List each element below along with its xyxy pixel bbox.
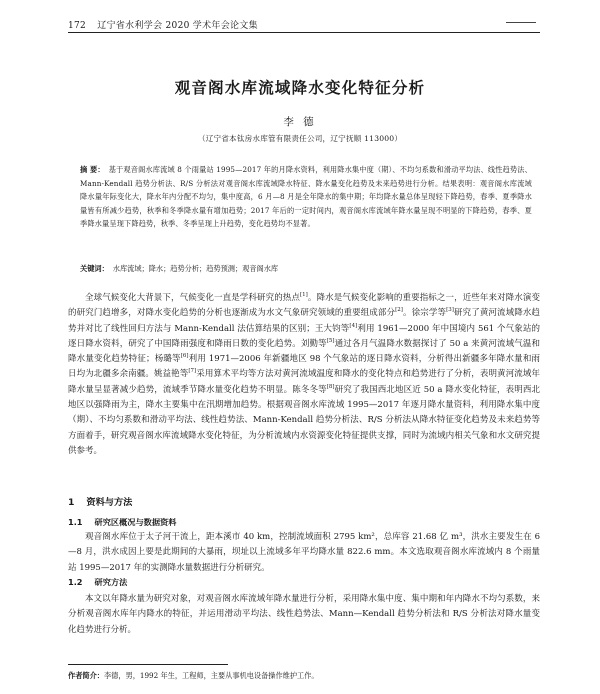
study-area-paragraph: 观音阁水库位于太子河干流上，距本溪市 40 km，控制流域面积 2795 km²，总库容 21.68 亿 m³，洪水主要发生在 6—8 月，洪水成因上要是此期间的大暴雨，坝址以上流域多年平均降水量 822.6 mm。本文选取观音阁水库流域内 8 个雨量站 1995—2017 年的实测降水量数据进行分析研究。 (68, 532, 540, 573)
section-title: 资料与方法 (86, 497, 133, 508)
intro-text: 利用 1961—2000 年中国境内 561 个气象站的逐日降水资料，研究了中国降雨强度和降雨日数的变化趋势。刘勤等 (68, 323, 540, 349)
citation: [2] (395, 307, 403, 314)
footnote-text: 李德，男，1992 年生，工程师，主要从事机电设备操作维护工作。 (103, 671, 319, 680)
citation: [6] (180, 353, 189, 360)
citation: [1] (300, 292, 308, 299)
footnote-rule (68, 664, 228, 665)
author-affiliation: （辽宁省本钛房水库管有限责任公司，辽宁抚顺 113000） (197, 134, 403, 143)
citation: [7] (188, 368, 197, 375)
page-number: 172 (68, 21, 87, 31)
keywords-label: 关键词： (80, 264, 109, 273)
citation: [5] (326, 338, 335, 345)
intro-text: 。降水是气候变化影响的重要指标之一，近些年来对降水演变的研究门趋增多，对降水变化趋势的分析也逐渐成为水文气象研究领域的重要组成部分 (68, 293, 540, 319)
section-heading (68, 494, 132, 508)
footnote-label: 作者简介： (68, 671, 104, 680)
citation: [8] (326, 383, 335, 390)
header-rule (68, 32, 540, 33)
subsection-number: 1.2 (68, 577, 83, 587)
author-footnote (68, 671, 540, 681)
section-number: 1 (68, 497, 75, 508)
subsection-number: 1.1 (68, 517, 83, 527)
intro-text: 全球气候变化大背景下，气候变化一直是学科研究的热点 (85, 293, 300, 303)
subsection-heading (68, 577, 127, 588)
intro-text: 。徐宗学等 (402, 308, 447, 319)
subsection-heading (68, 517, 176, 528)
abstract-label: 摘 要： (80, 165, 105, 174)
running-header (68, 18, 540, 31)
abstract (80, 163, 532, 231)
introduction-paragraph (68, 291, 540, 459)
journal-name: 辽宁省水利学会 2020 学术年会论文集 (97, 21, 258, 31)
citation: [4] (349, 322, 358, 329)
methods-paragraph: 本文以年降水量为研究对象，对观音阁水库流域年降水量进行分析，采用降水集中度、集中期和年内降水不均匀系数，来分析观音阁水库年内降水的特征，并运用滑动平均法、线性趋势法、Mann—Kendall 趋势分析法和 R/S 分析法对降水量变 化趋势进行分析。 (68, 594, 540, 635)
intro-text: 采用算术平均等方法对黄河流域温度和降水的变化特点和趋势进行了分析，表明黄河流域年降水量呈显著减少趋势，流域季节降水量变化趋势不明显。陈冬冬等 (68, 369, 540, 395)
author-name: 李 德 (283, 116, 317, 128)
header-dash (506, 22, 536, 23)
citation: [3] (446, 307, 454, 314)
intro-text: 研究了我国西北地区近 50 a 降水变化特征，表明西北地区以强降雨为主，降水主要集中在汛期增加趋势。根据观音阁水库流域 1995—2017 年逐月降水量资料，利用降水集中度（期）、不均匀系数和滑动平均法、线性趋势法、Mann-Kendall 趋势分析法、R/S 分析法从降水特征变化趋势及未来趋势等方面着手，研究观音阁水库流域降水变化特征，为分析流域内水资源变化特征提供支撑，同时为流域内相关气象和水文研究提供参考。 (68, 384, 540, 456)
intro-text: 研究了黄河流域降水趋势并对比了线性回归方法与 Mann-Kendall 法估算结果的区别；王大钧等 (68, 308, 540, 334)
keywords-text: 水库流域；降水；趋势分析；趋势预测；观音阁水库 (112, 264, 279, 273)
intro-text: 通过各月气温降水数据探讨了 50 a 来黄河流域气温和降水量变化趋势特征；杨璐等 (68, 338, 540, 365)
abstract-text: 基于观音阁水库流域 8 个雨量站 1995—2017 年的月降水资料，利用降水集中度（期）、不均匀系数和滑动平均法、线性趋势法、Mann-Kendall 趋势分析法、R/S 分析法对观音阁水库流域降水特征、降水量变化趋势及未来趋势进行分析。结果表明：观音阁水库流域降水量年际变化大，降水年内分配不均匀，集中度高，6 月—8 月是全年降水的集中期；年均降水量总体呈现轻下降趋势，春季、夏季降水量皆有所减少趋势，秋季和冬季降水量有增加趋势；2017 年后的一定时间内，观音阁水库流域年降水量呈现不明显的下降趋势，春季、夏季降水量呈现下降趋势，秋季、冬季呈现上升趋势，变化趋势均不显著。 (80, 165, 532, 229)
subsection-title: 研究方法 (94, 577, 128, 587)
keywords (80, 262, 532, 275)
intro-text: 利用 1971—2006 年新疆地区 98 个气象站的逐日降水资料，分析得出新疆多年降水量和雨日均为北疆多余南疆。姚益艳等 (68, 354, 540, 380)
paper-title: 观音阁水库流域降水变化特征分析 (174, 79, 426, 97)
subsection-title: 研究区概况与数据资料 (94, 517, 177, 527)
